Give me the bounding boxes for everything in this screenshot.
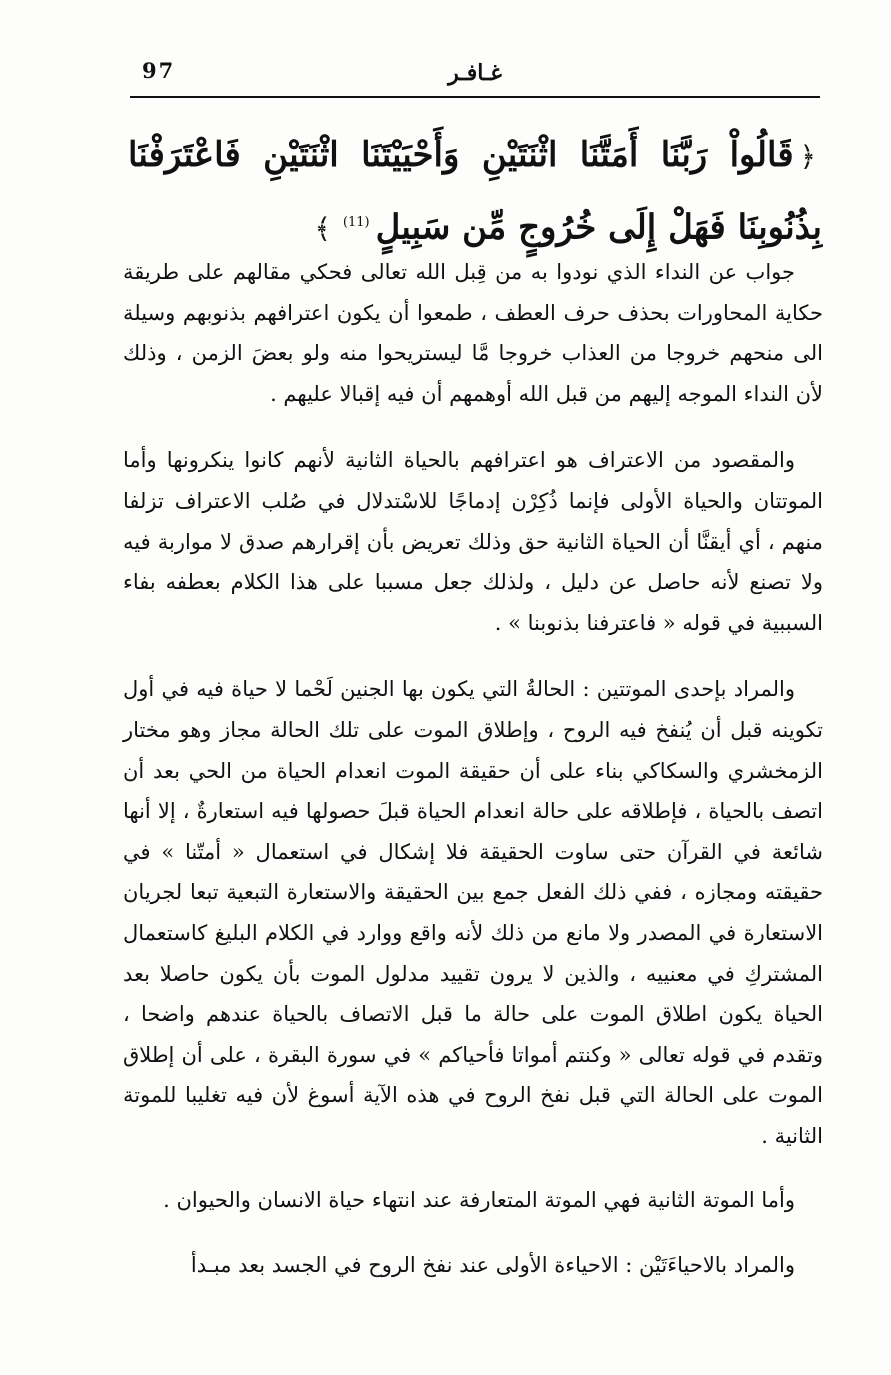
paragraph-4: وأما الموتة الثانية فهي الموتة المتعارفة عند انتهاء حياة الانسان والحيوان .	[163, 1188, 795, 1213]
commentary-body	[123, 252, 823, 1286]
verse-open-ornament: ﴿	[799, 140, 816, 173]
paragraph-3: والمراد بإحدى الموتتين : الحالةُ التي يكون بها الجنين لَحْما لا حياة فيه في أول تكوينه قبل أن يُنفخ فيه الروح ، وإطلاق الموت على تلك الحالة مجاز وهو مختار الزمخشري والسكاكي بناء على أن حقيقة الموت انعدام الحياة من الحي بعد أن اتصف بالحياة ، فإطلاقه على حالة انعدام الحياة قبلَ حصولها فيه استعارةٌ ، إلا أنها شائعة في القرآن حتى ساوت الحقيقة فلا إشكال في استعمال « أمتّنا » في حقيقته ومجازه ، ففي ذلك الفعل جمع بين الحقيقة والاستعارة التبعية تبعا لجريان الاستعارة في المصدر ولا مانع من ذلك لأنه واقع ووارد في الكلام البليغ كاستعمال المشتركِ في معنييه ، والذين لا يرون تقييد مدلول الموت بأن يكون حاصلا بعد الحياة يكون اطلاق الموت على حالة ما قبل الاتصاف بالحياة عندهم واضحا ، وتقدم في قوله تعالى « وكنتم أمواتا فأحياكم » في سورة البقرة ، على أن إطلاق الموت على الحالة التي قبل نفخ الروح في هذه الآية أسوغ لأن فيه تغليبا للموتة الثانية .	[123, 677, 823, 1148]
verse-text: قَالُواْ رَبَّنَا أَمَتَّنَا اثْنَتَيْنِ وَأَحْيَيْتَنَا اثْنَتَيْنِ فَاعْتَرَفْنَا بِذُنُوبِنَا فَهَلْ إِلَى خُرُوجٍ مِّن سَبِيلٍ	[128, 135, 822, 248]
paragraph-1: جواب عن النداء الذي نودوا به من قِبل الله تعالى فحكي مقالهم على طريقة حكاية المحاورات بحذف حرف العطف ، طمعوا أن يكون اعترافهم بذنوبهم وسيلة الى منحهم خروجا من العذاب خروجا مَّا ليستريحوا منه ولو بعضَ الزمن ، وذلك لأن النداء الموجه إليهم من قبل الله أوهمهم أن فيه إقبالا عليهم .	[123, 260, 823, 406]
verse-close-ornament: ﴾	[314, 212, 331, 246]
page-number: 97	[142, 58, 176, 83]
surah-title: غـافـر	[448, 60, 502, 86]
header-divider	[130, 96, 820, 98]
quran-verse	[128, 122, 822, 262]
paragraph-2: والمقصود من الاعتراف هو اعترافهم بالحياة الثانية لأنهم كانوا ينكرونها وأما الموتتان والحياة الأولى فإنما ذُكِرْن إدماجًا للاسْتدلال في صُلب الاعتراف تزلفا منهم ، أي أيقنَّا أن الحياة الثانية حق وذلك تعريض بأن إقرارهم صدق لا مواربة فيه ولا تصنع لأنه حاصل عن دليل ، ولذلك جعل مسببا على هذا الكلام بعطفه بفاء السببية في قوله « فاعترفنا بذنوبنا » .	[123, 448, 823, 635]
paragraph-5: والمراد بالاحياءَتَيْن : الاحياءة الأولى عند نفخ الروح في الجسد بعد مبـدأ	[190, 1253, 795, 1278]
verse-number: (11)	[342, 215, 370, 230]
page-header	[130, 58, 820, 98]
